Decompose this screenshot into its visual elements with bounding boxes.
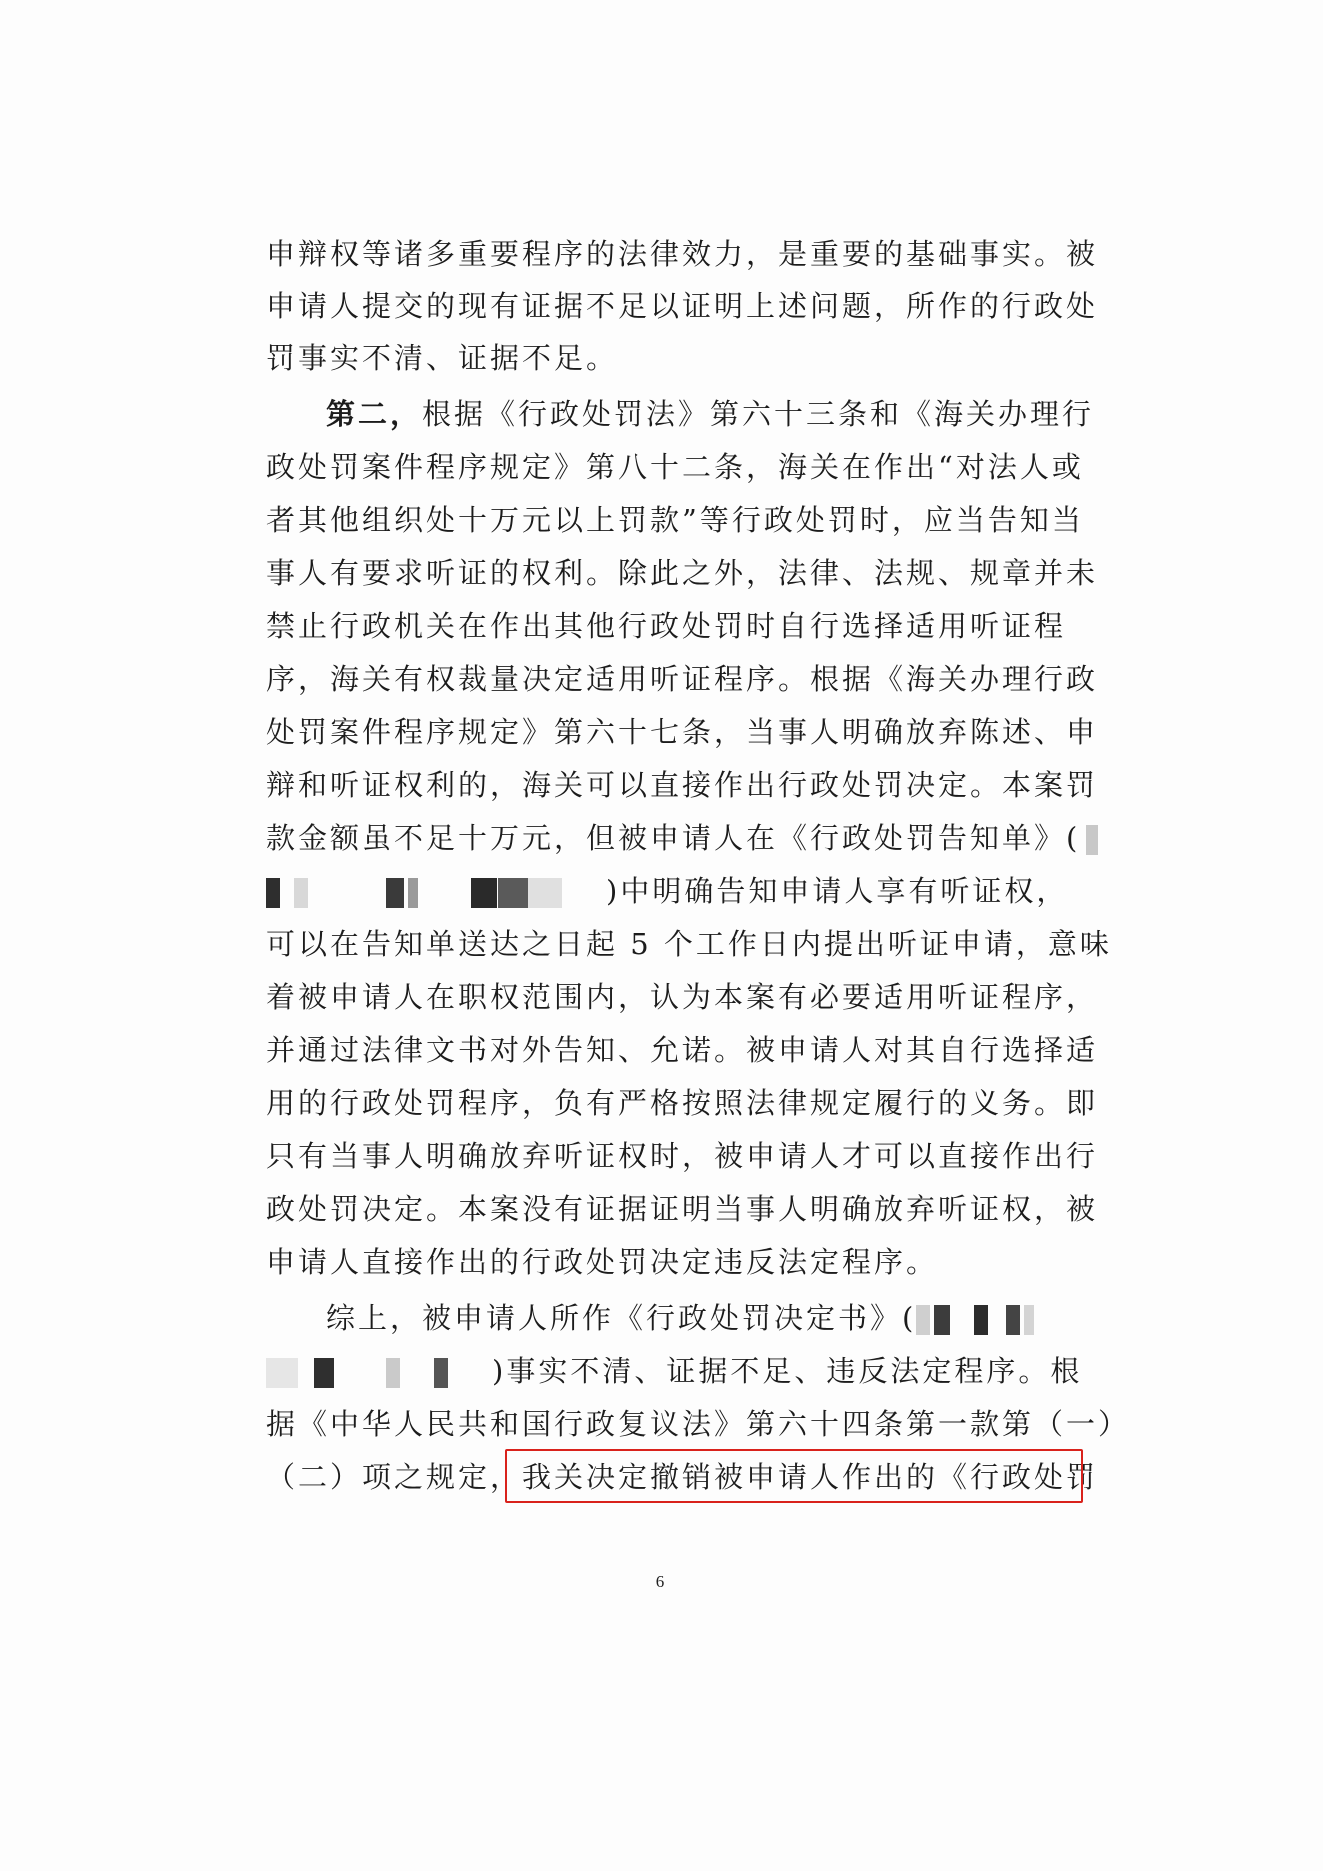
text-line: 政处罚案件程序规定》第八十二条，海关在作出“对法人或 (266, 450, 1084, 484)
red-highlight-box (505, 1449, 1083, 1503)
text-line: 申请人提交的现有证据不足以证明上述问题，所作的行政处 (266, 289, 1099, 323)
text-line: 事人有要求听证的权利。除此之外，法律、法规、规章并未 (266, 556, 1099, 590)
redacted-block (266, 878, 606, 908)
redacted-block (266, 1358, 492, 1388)
text-line: )中明确告知申请人享有听证权， (606, 874, 1069, 908)
text-line-with-redaction (266, 818, 1108, 858)
text-line-with-redaction (326, 1298, 1036, 1338)
text-line-with-redaction (266, 1351, 1082, 1391)
text-line: 申请人直接作出的行政处罚决定违反法定程序。 (266, 1245, 939, 1279)
text-line: 综上，被申请人所作《行政处罚决定书》( (326, 1301, 917, 1335)
text-line: 据《中华人民共和国行政复议法》第六十四条第一款第（一） (266, 1407, 1131, 1441)
text-line: 可以在告知单送达之日起 5 个工作日内提出听证申请，意味 (266, 927, 1112, 961)
bold-lead: 第二， (326, 397, 423, 431)
text-line: 者其他组织处十万元以上罚款”等行政处罚时，应当告知当 (266, 503, 1084, 537)
text-line: 并通过法律文书对外告知、允诺。被申请人对其自行选择适 (266, 1033, 1099, 1067)
text-line: 禁止行政机关在作出其他行政处罚时自行选择适用听证程 (266, 609, 1067, 643)
text-line: 序，海关有权裁量决定适用听证程序。根据《海关办理行政 (266, 662, 1099, 696)
text-line: 处罚案件程序规定》第六十七条，当事人明确放弃陈述、申 (266, 715, 1099, 749)
text-line: 罚事实不清、证据不足。 (266, 341, 619, 375)
page-number: 6 (655, 1572, 665, 1591)
text-line: 根据《行政处罚法》第六十三条和《海关办理行 (422, 397, 1095, 431)
highlighted-text: 我关决定撤销被申请人作出的《行政处罚 (522, 1460, 1099, 1494)
paragraph-two-first-line (326, 394, 1094, 434)
text-line: 款金额虽不足十万元，但被申请人在《行政处罚告知单》( (266, 821, 1081, 855)
text-line-with-redaction (266, 871, 1068, 911)
redacted-block (916, 1305, 1036, 1335)
text-line: 政处罚决定。本案没有证据证明当事人明确放弃听证权，被 (266, 1192, 1099, 1226)
text-line: 只有当事人明确放弃听证权时，被申请人才可以直接作出行 (266, 1139, 1099, 1173)
text-line: )事实不清、证据不足、违反法定程序。根 (492, 1354, 1083, 1388)
text-line: 用的行政处罚程序，负有严格按照法律规定履行的义务。即 (266, 1086, 1099, 1120)
text-line: 着被申请人在职权范围内，认为本案有必要适用听证程序， (266, 980, 1099, 1014)
text-line: （二）项之规定， (266, 1460, 523, 1494)
text-line: 申辩权等诸多重要程序的法律效力，是重要的基础事实。被 (266, 237, 1099, 271)
redacted-block (1080, 825, 1108, 855)
text-line: 辩和听证权利的，海关可以直接作出行政处罚决定。本案罚 (266, 768, 1099, 802)
